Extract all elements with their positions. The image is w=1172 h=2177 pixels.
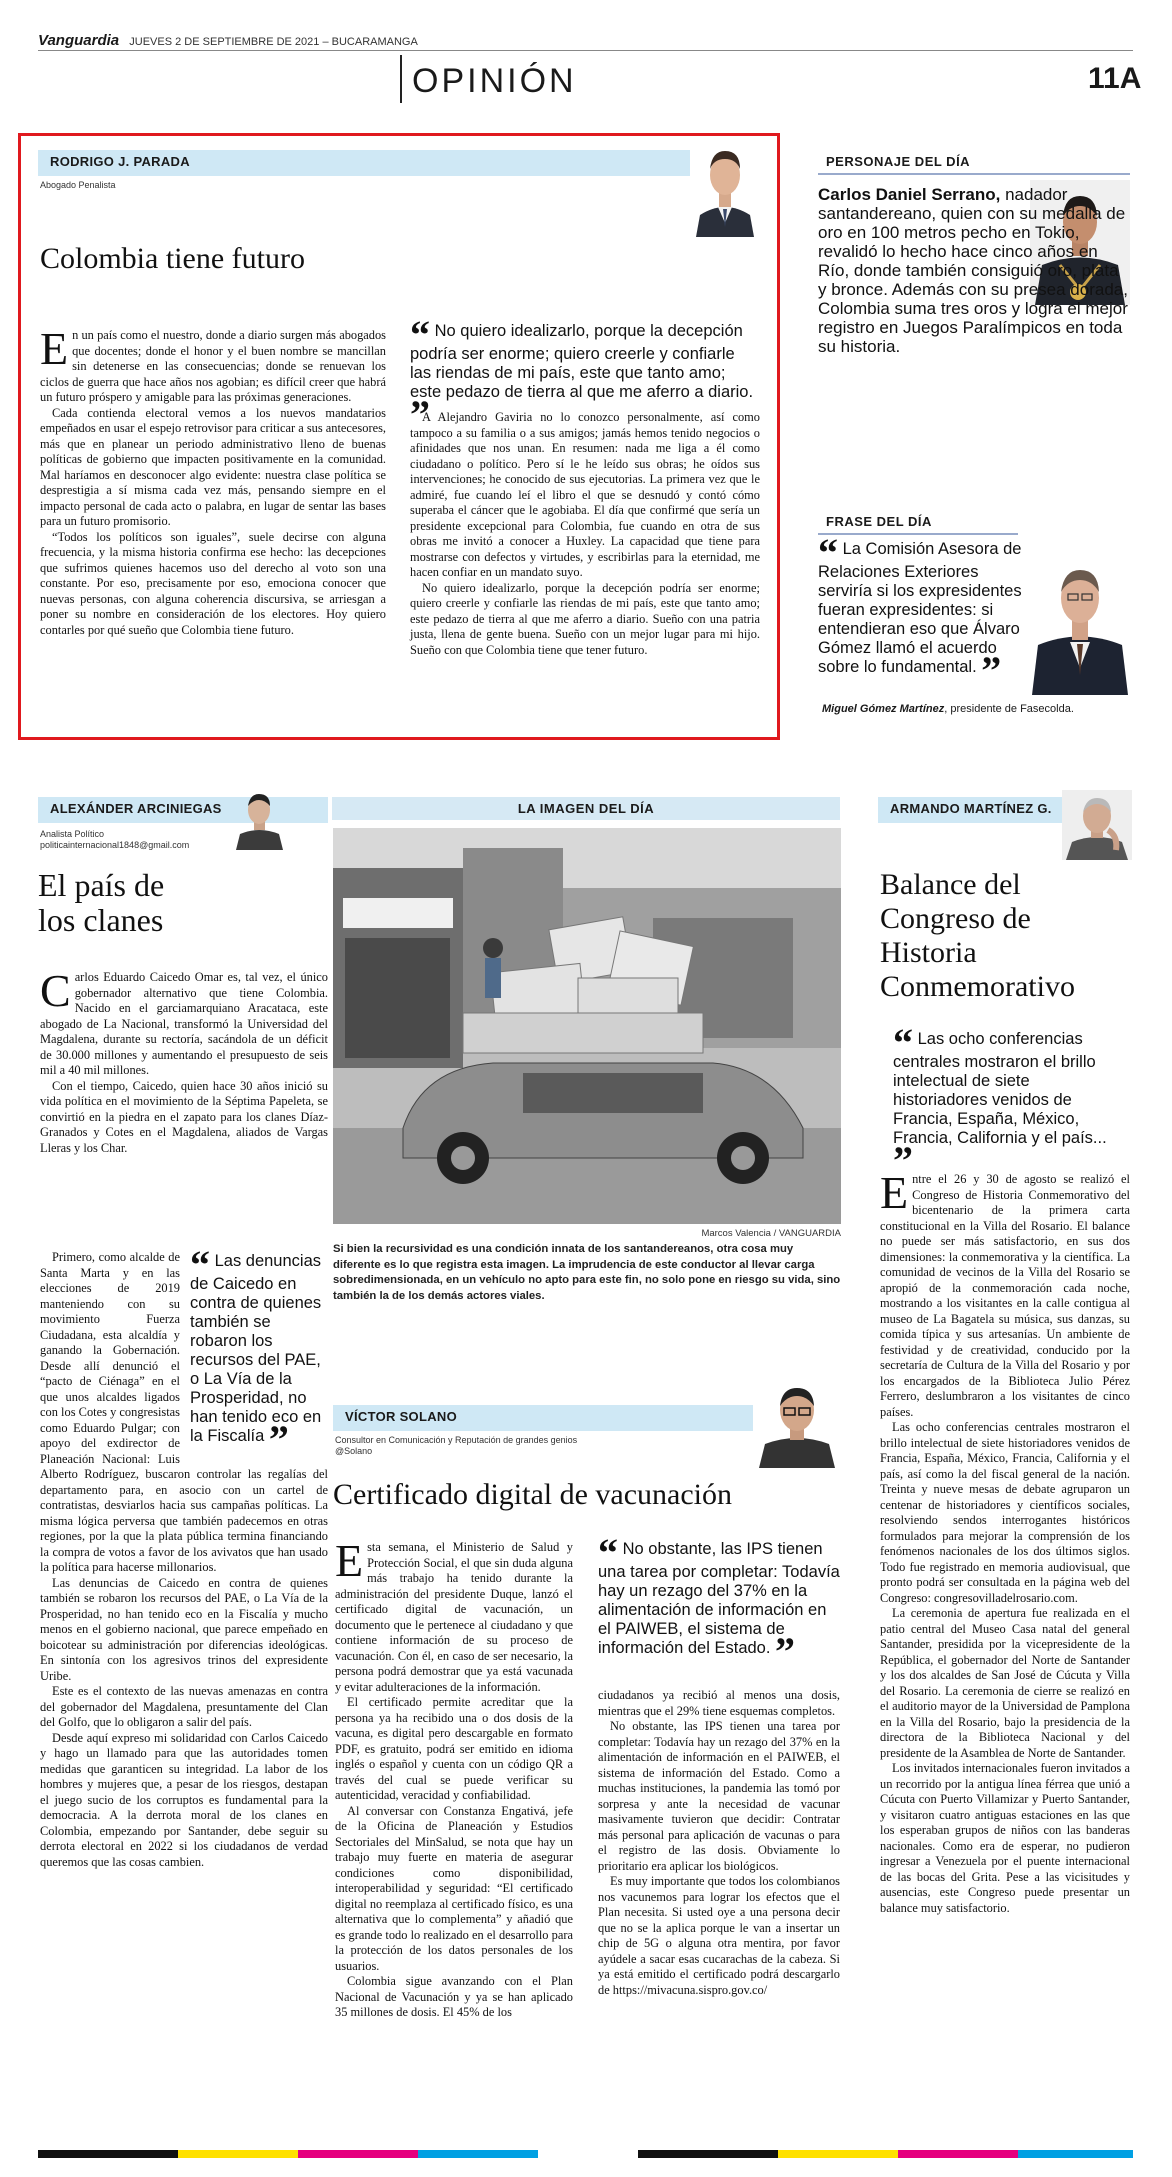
- paragraph: n un país como el nuestro, donde a diario surgen más abogados que docentes; donde el honor y el buen nombre se mancillan sin detenerse en las consecuencias; donde se renuevan los ciclos de guerra que hace años nos agobian; es difícil creer que habrá un futuro próspero y amigable para las próximas generaciones.: [40, 328, 386, 404]
- quote-open-icon: “: [893, 1020, 913, 1065]
- paragraph: A Alejandro Gaviria no lo conozco personalmente, así como tampoco a su familia o a sus amigos; jamás hemos tenido negocios o afinidades que nos unan. En resumen: nada me liga a él como ciudadano o político. Pero sí le he leído sus obras; he oídos sus intervenciones; he conocido de sus ejecutorias. La primera vez que le admiré, fue cuando leí el libro el que se desnudó y contó cómo superaba el cáncer que le agobiaba. El día que confirmé que sería un presidente excepcional para Colombia, fue cuando en otra de sus obras me invitó a conocer a Huxley. La capacidad que tiene para mostrarse con defectos y virtudes, y escribirlas para la eternidad, me hacen confiar en un mandato suyo.: [410, 410, 760, 579]
- dropcap: E: [335, 1535, 364, 1586]
- paragraph: No obstante, las IPS tienen una tarea por completar: Todavía hay un rezago del 37% en la alimentación de información en el PAIWEB, el sistema de información del Estado. Como a muchas instituciones, la pandemia las tomó por sorpresa y ante la necesidad de vacunar masivamente tuvieron que decidir: Contratar más personal para aplicación de vacunas o para el registro de las dosis. Obviamente lo prioritario era aplicar los biológicos.: [598, 1719, 840, 1873]
- pull-quote: [598, 1530, 840, 1674]
- quote-open-icon: “: [818, 530, 838, 575]
- article-column-1: [335, 1535, 573, 2021]
- paragraph: ciudadanos ya recibió al menos una dosis, mientras que el 29% tiene esquemas completos.: [598, 1688, 840, 1718]
- author-role: [40, 829, 189, 851]
- author-role: Abogado Penalista: [40, 180, 116, 190]
- header-rule: [38, 50, 1133, 51]
- author-role: [335, 1435, 577, 1457]
- article-title: [38, 868, 164, 938]
- article-column-2: [410, 410, 760, 658]
- paragraph: Desde aquí expreso mi solidaridad con Carlos Caicedo y hago un llamado para que las autoridades tomen medidas que garanticen su integridad. La labor de los hombres y mujeres que, a pesar de los riesgos, destapan el juego sucio de los corruptos es fundamental para la democracia. A la derrota moral de los clanes en Colombia, empezando por Santander, debe seguir su derrota electoral en 2022 si los ciudadanos de verdad queremos que las cosas cambien.: [40, 1730, 328, 1869]
- pull-quote: [893, 1020, 1123, 1183]
- paragraph: ntre el 26 y 30 de agosto se realizó el Congreso de Historia Conmemorativo del bicentenario de la primera carta constitucional en la Villa del Rosario. El balance no puede ser más satisfactorio, en sus dos dimensiones: la conmemorativa y la científica. La comunidad de vecinos de la Villa del Rosario se apropió de la conmemoración cada noche, mostrando a los visitantes en la calle contigua al museo de La Bagatela su música, sus danzas, su comida típica y sus artesanías. Un ambiente de festividad y de creatividad, conducido por la secretaría de Cultura de la Villa del Rosario y por los encargados de la Biblioteca Julio Pérez Ferrero, deslumbraron a los visitantes de cinco países.: [880, 1172, 1130, 1419]
- page-number: 11A: [1088, 62, 1142, 95]
- quote-text: Las denuncias de Caicedo en contra de quienes también se robaron los recursos del PAE, o La Vía de la Prosperidad, no han tenido eco en la Fiscalía: [190, 1252, 322, 1445]
- article-column-1: [40, 323, 386, 638]
- quote-text: Las ocho conferencias centrales mostraron el brillo intelectual de siete historiadores venidos de Francia, España, México, Francia, California y el país...: [893, 1030, 1107, 1147]
- paragraph: La ceremonia de apertura fue realizada en el patio central del Museo Casa natal del general Santander, presidida por la vicepresidente de la República, el gobernador del Norte de Santander y los dos alcaldes de San José de Cúcuta y Villa del Rosario. La ceremonia de cierre se realizó en el auditorio mayor de la Universidad de Pamplona en la Villa del Rosario, bajo la presidencia de la directora de la Biblioteca Nacional y del presidente de la Asamblea de Norte de Santander.: [880, 1606, 1130, 1760]
- imagen-label-text: LA IMAGEN DEL DÍA: [517, 801, 655, 816]
- author-name: VÍCTOR SOLANO: [345, 1409, 458, 1424]
- quote-close-icon: ”: [893, 1138, 913, 1183]
- article-column-2: [598, 1688, 840, 1998]
- paragraph: arlos Eduardo Caicedo Omar es, tal vez, el único gobernador alternativo que tiene Colombia. Nacido en el garciamarquiano Aracataca, este abogado de La Nacional, transformó la Universidad del Magdalena, durante su rectoría, sacándola de un déficit de 30.000 millones y aumentando el presupuesto de seis mil a 40 mil millones.: [40, 970, 328, 1077]
- quote-text: No quiero idealizarlo, porque la decepción podría ser enorme; quiero creerle y confiarle las riendas de mi país, este que tanto amo; este pedazo de tierra al que me aferro a diario.: [410, 322, 754, 401]
- author-role-text: Analista Político: [40, 829, 105, 839]
- imagen-label: [332, 797, 840, 820]
- paragraph: Este es el contexto de las nuevas amenazas en contra del gobernador del Magdalena, presuntamente del Clan del Golfo, que lo obligaron a salir del país.: [40, 1684, 328, 1729]
- frase-attribution: [822, 703, 1074, 715]
- quote-close-icon: ”: [410, 392, 430, 437]
- author-portrait: [232, 790, 287, 850]
- personaje-label: PERSONAJE DEL DÍA: [818, 150, 1130, 175]
- author-role-text: Consultor en Comunicación y Reputación de grandes genios: [335, 1435, 578, 1445]
- author-bar: [38, 150, 760, 176]
- article-title: Colombia tiene futuro: [40, 242, 305, 275]
- author-name: RODRIGO J. PARADA: [50, 154, 190, 169]
- paragraph: “Todos los políticos son iguales”, suele decirse con alguna frecuencia, y la misma historia confirma ese hecho: las decepciones que sufrimos quienes hacemos uso del derecho al voto son una constante. Por eso, precisamente por eso, emociona conocer que nuevas personas, con alguna coherencia discursiva, se arriesgan a poner su nombre en consideración de los electores. Hoy quiero contarles por qué sueño que Colombia tiene futuro.: [40, 529, 386, 637]
- frase-label: FRASE DEL DÍA: [818, 510, 1018, 535]
- author-bar: [333, 1405, 753, 1431]
- paragraph: El certificado permite acreditar que la persona ya ha recibido una o dos dosis de la vacuna, es digital pero descargable en formato PDF, es gratuito, podrá ser emitido en idioma inglés o español y cuenta con un código QR a través del cual se puede verificar su autenticidad, veracidad y confiabilidad.: [335, 1695, 573, 1802]
- paragraph: No quiero idealizarlo, porque la decepción podría ser enorme; quiero creerle y confiarle las riendas de mi país, este que tanto amo; este pedazo de tierra al que me aferro a diario. Sueño con una patria justa, llena de gente buena. Sueño con un mejor lugar para mi hijo. Sueño con que Colombia tiene que tener futuro.: [410, 580, 760, 657]
- brand-logo: Vanguardia: [38, 32, 120, 49]
- paragraph: Colombia sigue avanzando con el Plan Nacional de Vacunación y ya se han aplicado 35 millones de dosis. El 45% de los: [335, 1974, 573, 2019]
- paragraph: Con el tiempo, Caicedo, quien hace 30 años inició su vida política en el movimiento de la Séptima Papeleta, se convirtió en la piedra en el zapato para los clanes Díaz-Granados y Cotes en el Magdalena, aliados de Vargas Lleras y los Char.: [40, 1078, 328, 1155]
- quote-close-icon: ”: [775, 1629, 796, 1674]
- title-line: El país de: [38, 867, 165, 903]
- dropcap: C: [40, 965, 71, 1016]
- paragraph: Es muy importante que todos los colombianos nos vacunemos para lograr los efectos que el Plan necesita. Si usted oye a una persona decir que no se la aplica porque le van a insertar un chip de 5G o alguna otra mentira, por favor ayúdele a sacar esas cucarachas de la cabeza. Si ya está emitido el certificado podrá descargarlo de https://mivacuna.sispro.gov.co/: [598, 1874, 840, 1997]
- paragraph: Al conversar con Constanza Engativá, jefe de la Oficina de Planeación y Estudios Sectoriales del MinSalud, se nota que hay un trabajo muy fuerte en materia de asegurar condiciones como disponibilidad, interoperabilidad y seguridad: “El certificado digital no reemplaza al certificado físico, es una alternativa que lo complementa” y añadió que es grande todo lo realizado en el desarrollo para la protección de los datos personales de los usuarios.: [335, 1803, 573, 1973]
- dropcap: E: [40, 323, 69, 374]
- quote-text: No obstante, las IPS tienen una tarea por completar: Todavía hay un rezago del 37% en la alimentación de información en el PAIWEB, el sistema de información del Estado.: [598, 1540, 840, 1657]
- author-name: ARMANDO MARTÍNEZ G.: [890, 801, 1052, 816]
- photo-caption: Si bien la recursividad es una condición innata de los santandereanos, otra cosa muy diferente es lo que registra esta imagen. La imprudencia de este conductor al llevar carga sobredimensionada, en un vehículo no apto para este fin, no solo pone en riesgo su vida, sino también la de los demás actores viales.: [333, 1243, 841, 1302]
- author-portrait: [690, 137, 760, 237]
- pull-quote: [190, 1242, 328, 1462]
- masthead: [38, 32, 418, 49]
- article-title: Certificado digital de vacunación: [333, 1478, 733, 1511]
- article-body: [880, 1167, 1130, 1916]
- quote-open-icon: “: [410, 312, 430, 357]
- print-color-bar: [38, 2143, 1133, 2151]
- photo-credit: Marcos Valencia / VANGUARDIA: [701, 1228, 841, 1239]
- paragraph: Primero, como alcalde de Santa Marta y en las elecciones de 2019 manteniendo con su movimiento Fuerza Ciudadana, esta alcaldía y ganando la Gobernación. Desde allí denunció el “pacto de Ciénaga” en el que unos alcaldes ligados con los Cotes y congresistas como Eduardo Pulgar; con apoyo del exdirector de Planeación Nacional: Luis Alberto Rodríguez, buscaron controlar las regalías del departamento para, en asocio con un cartel de contratistas, desviarlos hacia sus campañas políticas. La misma lógica perversa que también padecemos en otras regiones, por la que la plata pública termina financiando la compra de votos a favor de los avivatos que han usado la política para hacerse millonarios.: [40, 1250, 328, 1574]
- article-narrow-column: [40, 1242, 328, 1870]
- personaje-name: Carlos Daniel Serrano,: [818, 185, 1001, 204]
- paragraph: Las ocho conferencias centrales mostraron el brillo intelectual de siete historiadores venidos de Francia, España, México, Francia, California y el país, así como la del fiscal general de la nación. Treinta y nueve mesas de debate agruparon un centenar de historiadores y científicos sociales, resolviendo sendos interrogantes históricos formulados para mejorar la comprensión de los fenómenos nacionales de los dos últimos siglos. Todo fue registrado en memoria audiovisual, que pronto podrá ser consultada en la página web del Congreso: congresovilladelrosario.com.: [880, 1420, 1130, 1605]
- paragraph: Cada contienda electoral vemos a los nuevos mandatarios empeñados en usar el espejo retrovisor para criticar a sus antecesores, más que en planear un periodo administrativo lleno de buenas políticas de gobierno que impacten positivamente en la comunidad. Mal haríamos en desconocer algo evidente: nuestra clase política se desprestigia a sí misma cada vez más, pensando siempre en el impacto personal de cada acto o palabra, en lugar de sentar las bases para un futuro promisorio.: [40, 405, 386, 528]
- author-portrait: [1062, 790, 1132, 860]
- photo-of-the-day: [333, 828, 841, 1224]
- frase-quote: [818, 530, 1030, 693]
- quote-open-icon: “: [190, 1242, 210, 1287]
- author-portrait: [755, 1378, 839, 1468]
- frase-author: Miguel Gómez Martínez: [822, 703, 945, 715]
- quote-open-icon: “: [598, 1530, 618, 1575]
- dropcap: E: [880, 1167, 909, 1218]
- article-intro: [40, 965, 328, 1156]
- frase-author-role: , presidente de Fasecolda.: [944, 703, 1074, 715]
- section-divider: [400, 55, 402, 103]
- title-line: los clanes: [38, 902, 164, 938]
- quote-close-icon: ”: [981, 648, 1002, 693]
- dateline: JUEVES 2 DE SEPTIEMBRE DE 2021 – BUCARAMANGA: [129, 36, 418, 48]
- frase-portrait: [1030, 540, 1130, 695]
- personaje-description: nadador santandereano, quien con su medalla de oro en 100 metros pecho en Tokio, revalidó lo hecho hace cinco años en Río, donde también consiguió oro, plata y bronce. Además con su presea dorada, Colombia suma tres oros y logra el mejor registro en Juegos Paralímpicos en toda su historia.: [818, 185, 1128, 356]
- personaje-text: [818, 185, 1128, 356]
- paragraph: sta semana, el Ministerio de Salud y Protección Social, el que sin duda alguna más trabajo ha tenido durante la administración del presidente Duque, lanzó el certificado digital de vacunación, un documento que le pertenece al ciudadano y que contiene información de su proceso de vacunación. Con él, en caso de ser necesario, la persona podrá demostrar que ya está vacunada y evitar adulteraciones de la información.: [335, 1540, 573, 1694]
- author-handle: @Solano: [335, 1446, 373, 1456]
- quote-close-icon: ”: [268, 1417, 289, 1462]
- paragraph: Las denuncias de Caicedo en contra de quienes también se robaron los recursos del PAE, o La Vía de la Prosperidad, no han tenido eco en la Fiscalía y mucho menos en el gobierno nacional, que parece empeñado en boicotear su administración por diferencias ideológicas. En sintonía con los agresivos trinos del expresidente Uribe.: [40, 1575, 328, 1683]
- section-title: OPINIÓN: [412, 62, 577, 100]
- paragraph: Los invitados internacionales fueron invitados a un recorrido por la antigua línea férrea que unió a Cúcuta con Puerto Villamizar y Puerto Santander, y visitaron cuatro antiguas estaciones en las que los esperaban grupos de niños con las banderas nacionales. Como era de esperar, no pudieron ingresar a Venezuela por el puente internacional de las bocas del Grita. Pese a las vicisitudes y ausencias, este Congreso puede presentar un balance muy satisfactorio.: [880, 1761, 1130, 1915]
- author-email: politicainternacional1848@gmail.com: [40, 840, 190, 850]
- article-title: Balance del Congreso de Historia Conmemorativo: [880, 868, 1075, 1003]
- frase-quote-text: La Comisión Asesora de Relaciones Exteriores serviría si los expresidentes fueran expresidentes: si entendieran eso que Álvaro Gómez llamó el acuerdo sobre lo fundamental.: [818, 540, 1022, 676]
- author-name: ALEXÁNDER ARCINIEGAS: [50, 801, 222, 816]
